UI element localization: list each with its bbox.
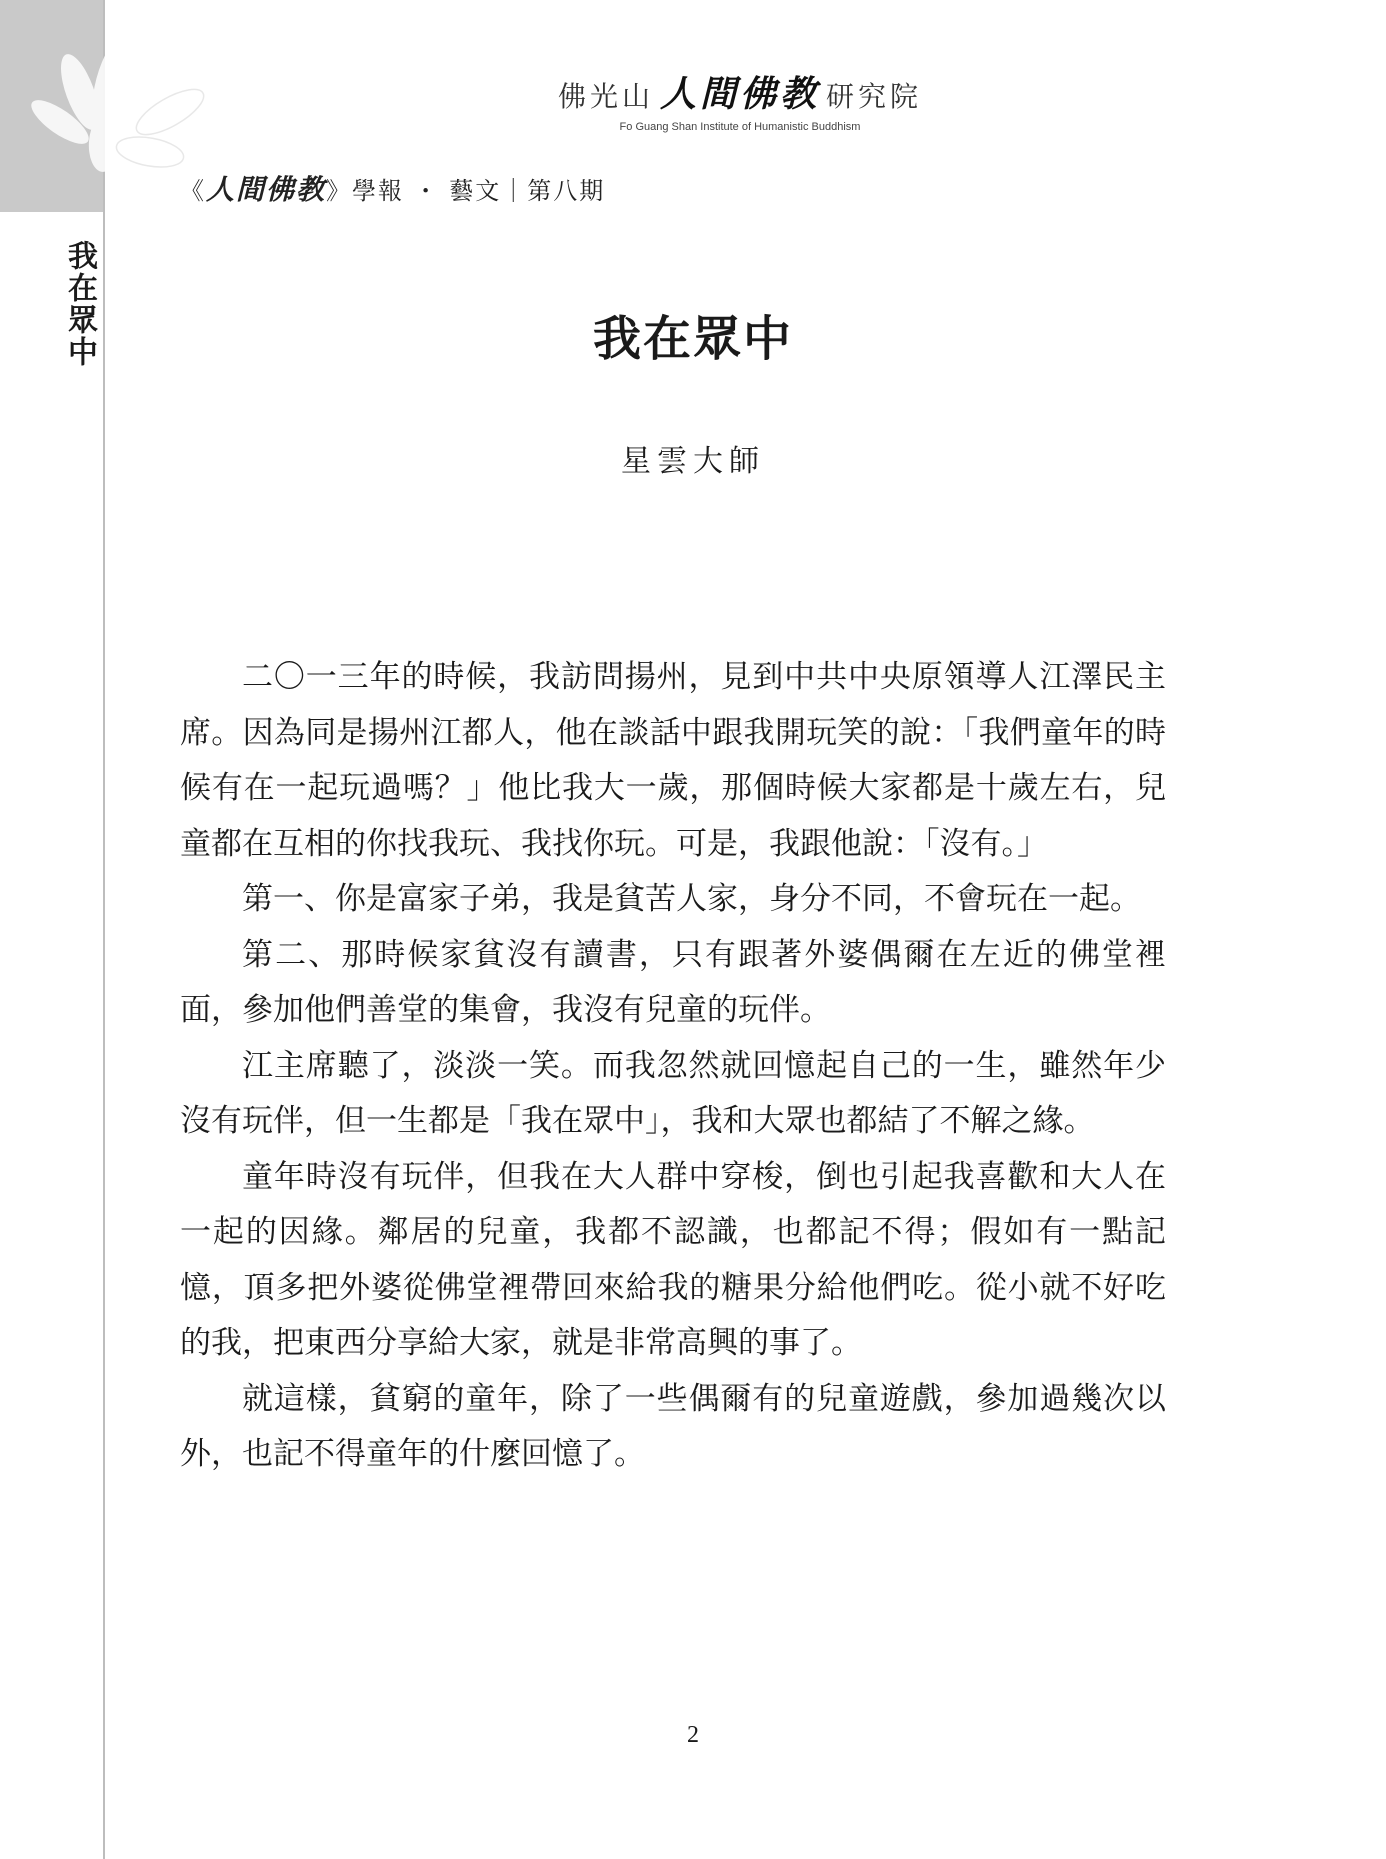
journal-emph: 人間佛教 [206, 173, 327, 206]
page-number: 2 [687, 1722, 699, 1748]
vertical-running-title: 我在眾中 [62, 240, 97, 368]
article-author: 星雲大師 [621, 444, 765, 479]
institute-header [460, 66, 1020, 133]
institute-prefix: 佛光山 [557, 80, 654, 113]
paragraph: 童年時沒有玩伴，但我在大人群中穿梭，倒也引起我喜歡和大人在一起的因緣。鄰居的兒童，我都不認識，也都記不得；假如有一點記憶，頂多把外婆從佛堂裡帶回來給我的糖果分給他們吃。從小就不好吃的我，把東西分享給大家，就是非常高興的事了。 [180, 1158, 1166, 1361]
paragraph: 第二、那時候家貧沒有讀書，只有跟著外婆偶爾在左近的佛堂裡面，參加他們善堂的集會，我沒有兒童的玩伴。 [180, 936, 1166, 1028]
institute-emph: 人間佛教 [659, 73, 820, 115]
sidebar-divider-line [103, 0, 105, 1859]
journal-rest: 》學報 ・ 藝文｜第八期 [326, 177, 606, 205]
journal-open-bracket: 《 [180, 177, 206, 205]
article-body [180, 650, 1166, 1483]
article-title: 我在眾中 [592, 311, 793, 367]
paragraph: 就這樣，貧窮的童年，除了一些偶爾有的兒童遊戲，參加過幾次以外，也記不得童年的什麼回憶了。 [180, 1380, 1166, 1472]
institute-name [460, 66, 1020, 117]
journal-line [180, 168, 605, 208]
institute-suffix: 研究院 [826, 80, 923, 113]
institute-english-name: Fo Guang Shan Institute of Humanistic Buddhism [619, 121, 861, 133]
paragraph: 第一、你是富家子弟，我是貧苦人家，身分不同，不會玩在一起。 [242, 881, 1141, 917]
paragraph: 江主席聽了，淡淡一笑。而我忽然就回憶起自己的一生，雖然年少沒有玩伴，但一生都是「我在眾中」，我和大眾也都結了不解之緣。 [180, 1047, 1166, 1139]
paragraph: 二〇一三年的時候，我訪問揚州，見到中共中央原領導人江澤民主席。因為同是揚州江都人，他在談話中跟我開玩笑的說：「我們童年的時候有在一起玩過嗎？」他比我大一歲，那個時候大家都是十歲左右，兒童都在互相的你找我玩、我找你玩。可是，我跟他說：「沒有。」 [180, 659, 1166, 862]
